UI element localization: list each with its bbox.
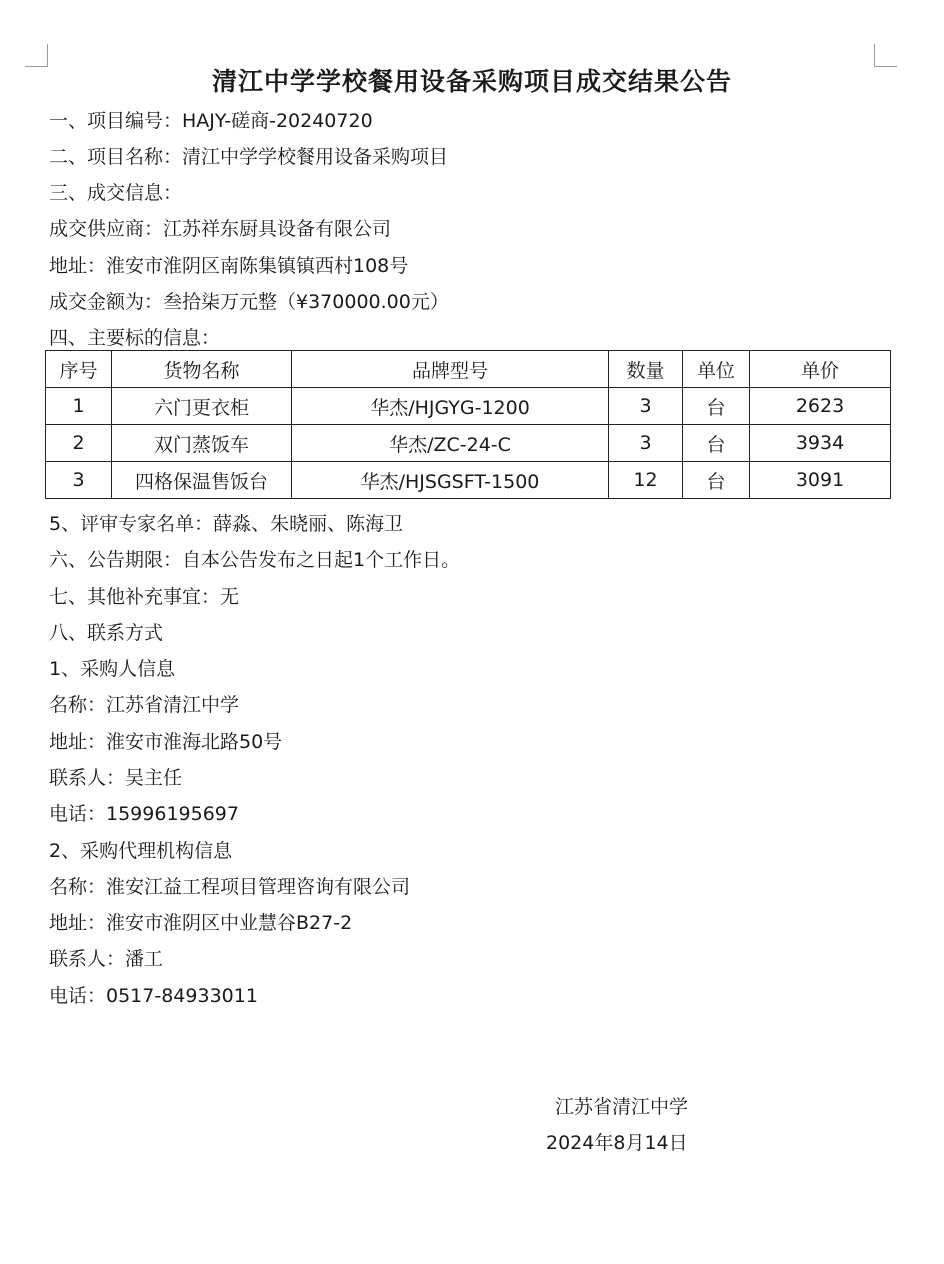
main-items-heading: 四、主要标的信息： (49, 327, 221, 349)
cell-unit-price: 3934 (750, 425, 891, 462)
items-table (45, 350, 891, 499)
supplier-address: 地址：淮安市淮阴区南陈集镇镇西村108号 (49, 255, 409, 277)
cell-quantity: 3 (609, 425, 683, 462)
cell-unit: 台 (683, 462, 750, 499)
cell-seq: 2 (46, 425, 112, 462)
cell-unit-price: 2623 (750, 388, 891, 425)
deal-info-heading: 三、成交信息： (49, 182, 183, 204)
cell-quantity: 12 (609, 462, 683, 499)
header-unit: 单位 (683, 351, 750, 388)
table-row (46, 425, 891, 462)
purchaser-phone: 电话：15996195697 (49, 803, 239, 825)
header-goods-name: 货物名称 (112, 351, 292, 388)
header-seq: 序号 (46, 351, 112, 388)
cell-quantity: 3 (609, 388, 683, 425)
table-row (46, 388, 891, 425)
cell-brand-model: 华杰/HJGYG-1200 (292, 388, 609, 425)
project-name: 二、项目名称：清江中学学校餐用设备采购项目 (49, 146, 449, 168)
review-experts: 5、评审专家名单：薛淼、朱晓丽、陈海卫 (49, 513, 404, 535)
cell-seq: 1 (46, 388, 112, 425)
cell-brand-model: 华杰/HJSGSFT-1500 (292, 462, 609, 499)
table-row (46, 462, 891, 499)
cell-goods-name: 六门更衣柜 (112, 388, 292, 425)
document-title: 清江中学学校餐用设备采购项目成交结果公告 (211, 67, 732, 96)
purchaser-name: 名称：江苏省清江中学 (49, 694, 240, 716)
cell-seq: 3 (46, 462, 112, 499)
header-quantity: 数量 (609, 351, 683, 388)
agency-heading: 2、采购代理机构信息 (49, 840, 233, 862)
agency-phone: 电话：0517-84933011 (49, 985, 258, 1007)
purchaser-contact: 联系人：吴主任 (49, 767, 183, 789)
signature-organization: 江苏省清江中学 (555, 1096, 689, 1118)
cell-brand-model: 华杰/ZC-24-C (292, 425, 609, 462)
agency-address: 地址：淮安市淮阴区中业慧谷B27-2 (49, 912, 353, 934)
purchaser-heading: 1、采购人信息 (49, 658, 176, 680)
contact-heading: 八、联系方式 (49, 622, 164, 644)
other-matters: 七、其他补充事宜：无 (49, 586, 240, 608)
agency-name: 名称：淮安江益工程项目管理咨询有限公司 (49, 876, 411, 898)
cell-goods-name: 四格保温售饭台 (112, 462, 292, 499)
project-number: 一、项目编号：HAJY-磋商-20240720 (49, 110, 373, 132)
header-brand-model: 品牌型号 (292, 351, 609, 388)
header-unit-price: 单价 (750, 351, 891, 388)
cell-goods-name: 双门蒸饭车 (112, 425, 292, 462)
supplier-name: 成交供应商：江苏祥东厨具设备有限公司 (49, 218, 392, 240)
cell-unit-price: 3091 (750, 462, 891, 499)
signature-date: 2024年8月14日 (546, 1132, 688, 1154)
cell-unit: 台 (683, 388, 750, 425)
agency-contact: 联系人：潘工 (49, 948, 164, 970)
notice-period: 六、公告期限：自本公告发布之日起1个工作日。 (49, 549, 461, 571)
deal-amount: 成交金额为：叁拾柒万元整（¥370000.00元） (49, 291, 449, 313)
purchaser-address: 地址：淮安市淮海北路50号 (49, 731, 283, 753)
table-header-row (46, 351, 891, 388)
cell-unit: 台 (683, 425, 750, 462)
